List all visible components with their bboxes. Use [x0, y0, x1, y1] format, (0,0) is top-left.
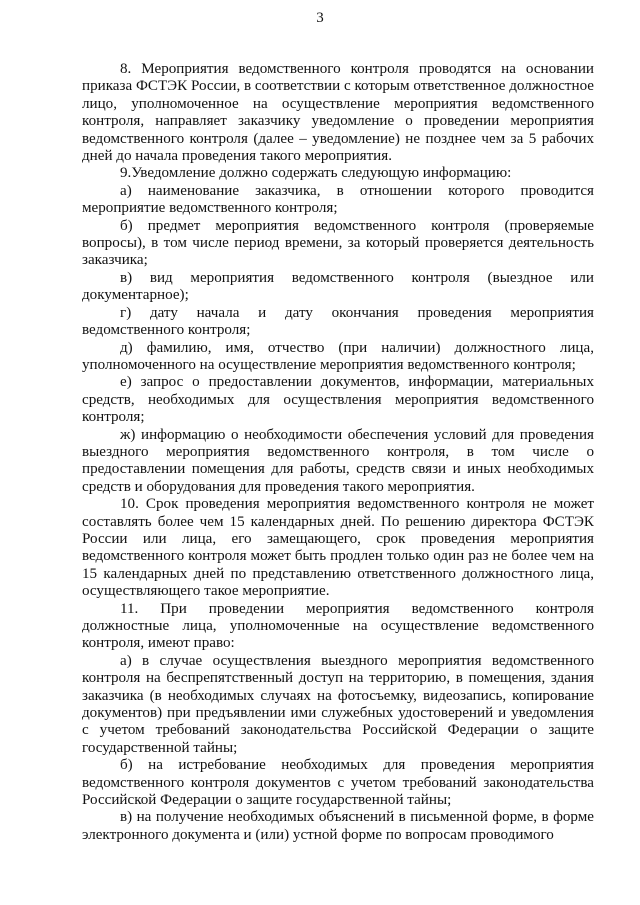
paragraph-9-item-e: е) запрос о предоставлении документов, информации, материальных средств, необходимых для осуществления мероприятия ведомственного контроля;: [82, 374, 594, 426]
paragraph-11: 11. При проведении мероприятия ведомственного контроля должностные лица, уполномоченные на осуществление ведомственного контроля, имеют право:: [82, 600, 594, 652]
paragraph-11-item-a: а) в случае осуществления выездного мероприятия ведомственного контроля на беспрепятственный доступ на территорию, в помещения, здания заказчика (в необходимых случаях на фотосъемку, видеозапись, копирование документов) при предъявлении ими служебных удостоверений и уведомления с учетом требований законодательства Российской Федерации о защите государственной тайны;: [82, 652, 594, 756]
paragraph-9-item-g: г) дату начала и дату окончания проведения мероприятия ведомственного контроля;: [82, 304, 594, 339]
paragraph-9-item-a: а) наименование заказчика, в отношении которого проводится мероприятие ведомственного контроля;: [82, 182, 594, 217]
paragraph-11-item-b: б) на истребование необходимых для проведения мероприятия ведомственного контроля документов с учетом требований законодательства Российской Федерации о защите государственной тайны;: [82, 757, 594, 809]
paragraph-9: 9.Уведомление должно содержать следующую информацию:: [120, 165, 512, 182]
document-body: [82, 61, 594, 844]
page-number: 3: [316, 10, 324, 26]
paragraph-9-item-d: д) фамилию, имя, отчество (при наличии) должностного лица, уполномоченного на осуществление мероприятия ведомственного контроля;: [82, 339, 594, 373]
paragraph-11-item-v: в) на получение необходимых объяснений в письменной форме, в форме электронного документа и (или) устной форме по вопросам проводимого: [82, 809, 594, 843]
paragraph-10: 10. Срок проведения мероприятия ведомственного контроля не может составлять более чем 15 календарных дней. По решению директора ФСТЭК России или лица, его замещающего, срок проведения мероприятия ведомственного контроля может быть продлен только один раз не более чем на 15 календарных дней по представлению ответственного должностного лица, осуществляющего такое мероприятие.: [82, 496, 594, 600]
paragraph-9-item-v: в) вид мероприятия ведомственного контроля (выездное или документарное);: [82, 269, 594, 304]
paragraph-9-item-zh: ж) информацию о необходимости обеспечения условий для проведения выездного мероприятия ведомственного контроля, в том числе о предоставлении помещения для работы, средств связи и иных необходимых средств и оборудования для проведения такого мероприятия.: [82, 426, 594, 495]
paragraph-9-item-b: б) предмет мероприятия ведомственного контроля (проверяемые вопросы), в том числе период времени, за который проверяется деятельность заказчика;: [82, 217, 594, 269]
paragraph-8: 8. Мероприятия ведомственного контроля проводятся на основании приказа ФСТЭК России, в соответствии с которым ответственное должностное лицо, уполномоченное на осуществление мероприятия ведомственного контроля, направляет заказчику уведомление о проведении мероприятия ведомственного контроля (далее – уведомление) не позднее чем за 5 рабочих дней до начала проведения такого мероприятия.: [82, 61, 594, 165]
